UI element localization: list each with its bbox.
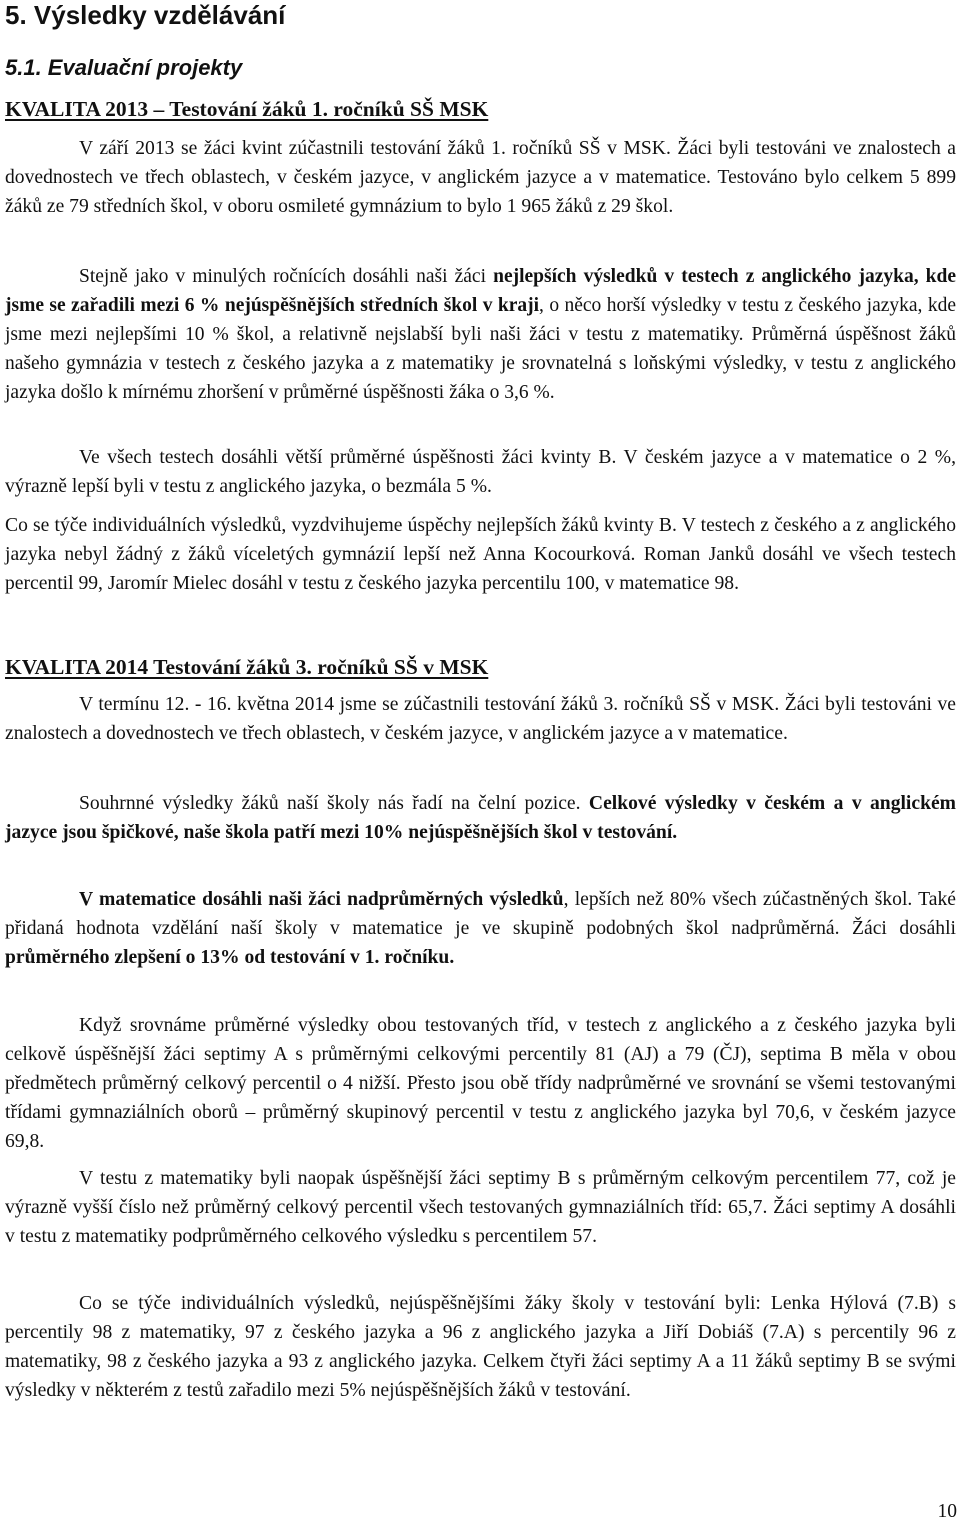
paragraph-2014-summary: Souhrnné výsledky žáků naší školy nás řadí na čelní pozice. Celkové výsledky v českém a v anglickém jazyce jsou špičkové, naše škola patří mezi 10% nejúspěšnějších škol v testování. <box>5 793 956 843</box>
paragraph-2014-math-classes: V testu z matematiky byli naopak úspěšnější žáci septimy B s průměrným celkovým percentilem 77, což je výrazně vyšší číslo než průměrný celkový percentil všech testovaných gymnaziálních tříd: 65,7. Žáci septimy A dosáhli v testu z matematiky podprůměrného celkového výsledku s percentilem 57. <box>5 1168 956 1247</box>
paragraph-2013-kvinty: Ve všech testech dosáhli větší průměrné úspěšnosti žáci kvinty B. V českém jazyce a v matematice o 2 %, výrazně lepší byli v testu z anglického jazyka, o bezmála 5 %. <box>5 447 956 497</box>
chapter-heading: 5. Výsledky vzdělávání <box>5 0 286 30</box>
paragraph-2013-individual: Co se týče individuálních výsledků, vyzdvihujeme úspěchy nejlepších žáků kvinty B. V testech z českého a z anglického jazyka nebyl žádný z žáků víceletých gymnázií lepší než Anna Kocourková. Roman Janků dosáhl ve všech testech percentil 99, Jaromír Mielec dosáhl v testu z českého jazyka percentilu 100, v matematice 98. <box>5 515 956 594</box>
paragraph-2014-individual: Co se týče individuálních výsledků, nejúspěšnějšími žáky školy v testování byli: Lenka Hýlová (7.B) s percentily 98 z matematiky, 97 z českého jazyka a 96 z anglického jazyka a Jiří Dobiáš (7.A) s percentily 96 z matematiky, 98 z českého jazyka a 93 z anglického jazyka. Celkem čtyři žáci septimy A a 11 žáků septimy B se svými výsledky v některém z testů zařadilo mezi 5% nejúspěšnějších žáků v testování. <box>5 1293 956 1401</box>
paragraph-2014-classes: Když srovnáme průměrné výsledky obou testovaných tříd, v testech z anglického a z českého jazyka byli celkově úspěšnější žáci septimy A s průměrnými celkovými percentily 81 (AJ) a 79 (ČJ), septima B měla v obou předmětech průměrný celkový percentil o 4 nižší. Přesto jsou obě třídy nadprůměrné ve srovnání se všemi testovanými třídami gymnaziálních oborů – průměrný skupinový percentil v testu z anglického jazyka byl 70,6, v českém jazyce 69,8. <box>5 1015 956 1152</box>
page-number: 10 <box>937 1501 957 1522</box>
paragraph-2014-math: V matematice dosáhli naši žáci nadprůměrných výsledků, lepších než 80% všech zúčastněných škol. Také přidaná hodnota vzdělání naší školy v matematice je ve skupině podobných škol nadprůměrná. Žáci dosáhli průměrného zlepšení o 13% od testování v 1. ročníku. <box>5 889 956 968</box>
kvalita-2013-title: KVALITA 2013 – Testování žáků 1. ročníků SŠ MSK <box>5 97 489 121</box>
paragraph-2013-results: Stejně jako v minulých ročnících dosáhli naši žáci nejlepších výsledků v testech z anglického jazyka, kde jsme se zařadili mezi 6 % nejúspěšnějších středních škol v kraji, o něco horší výsledky v testu z českého jazyka, kde jsme mezi nejlepšími 10 % škol, a relativně nejslabší byli naši žáci v testu z matematiky. Průměrná úspěšnost žáků našeho gymnázia v testech z českého jazyka a z matematiky je srovnatelná s loňskými výsledky, v testu z anglického jazyka došlo k mírnému zhoršení v průměrné úspěšnosti žáka o 3,6 %. <box>5 266 956 403</box>
paragraph-2013-intro: V září 2013 se žáci kvint zúčastnili testování žáků 1. ročníků SŠ v MSK. Žáci byli testováni ve znalostech a dovednostech ve třech oblastech, v českém jazyce, v anglickém jazyce a v matematice. Testováno bylo celkem 5 899 žáků ze 79 středních škol, v oboru osmileté gymnázium to bylo 1 965 žáků z 29 škol. <box>5 138 956 217</box>
paragraph-2014-intro: V termínu 12. - 16. května 2014 jsme se zúčastnili testování žáků 3. ročníků SŠ v MSK. Žáci byli testováni ve znalostech a dovednostech ve třech oblastech, v českém jazyce, v anglickém jazyce a v matematice. <box>5 694 956 744</box>
kvalita-2014-title: KVALITA 2014 Testování žáků 3. ročníků SŠ v MSK <box>5 655 489 679</box>
section-heading: 5.1. Evaluační projekty <box>5 55 243 80</box>
